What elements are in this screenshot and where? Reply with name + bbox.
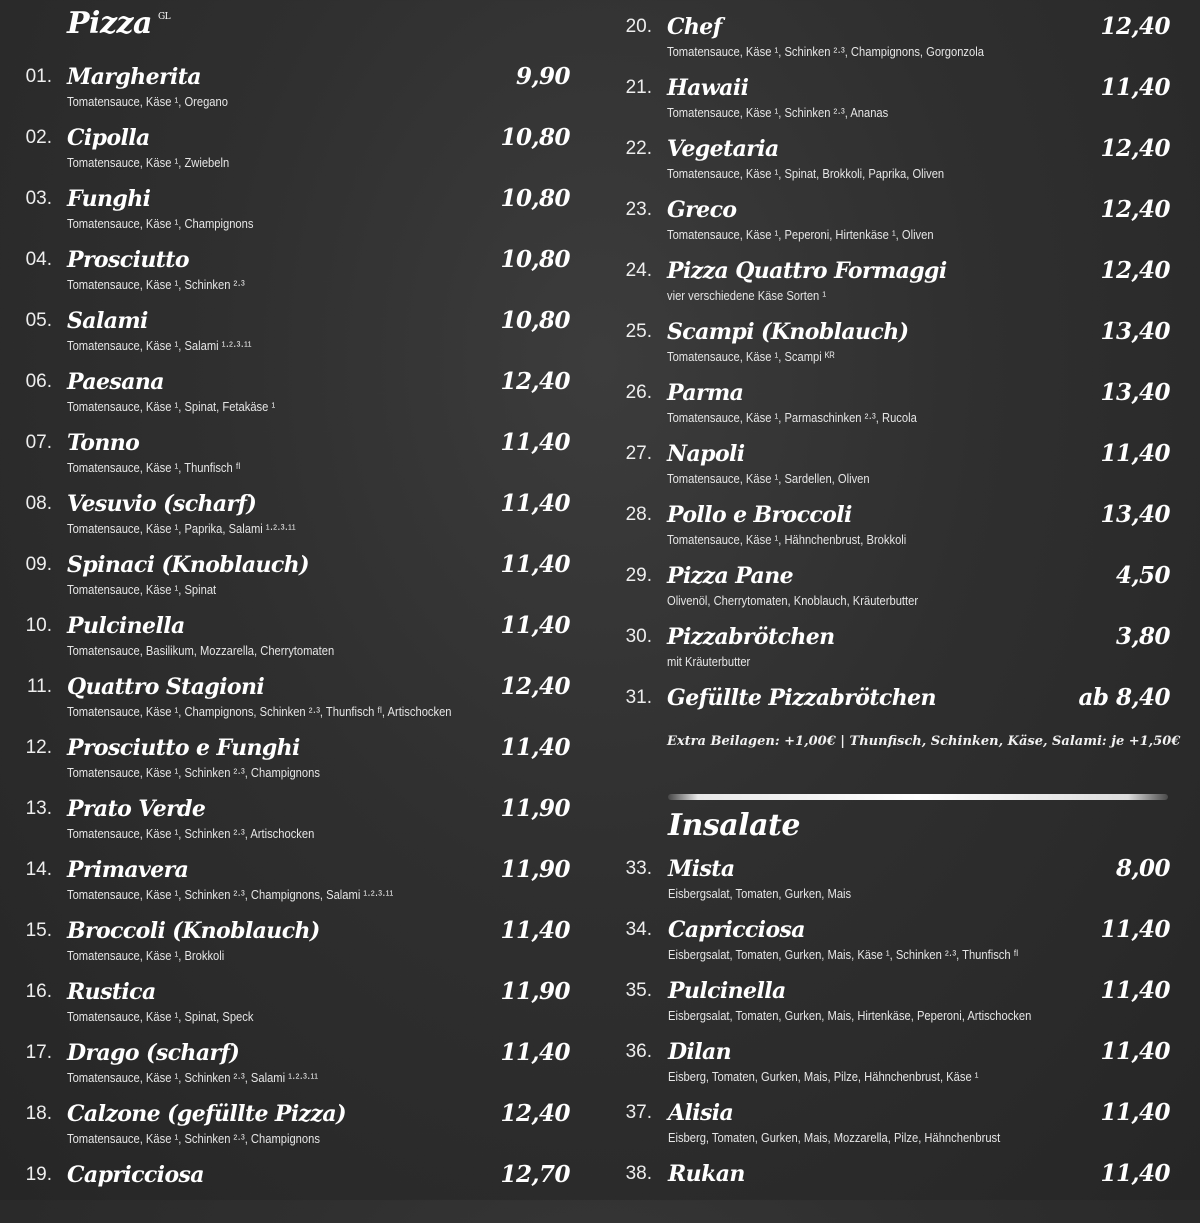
menu-item-name: Pizza Quattro Formaggi bbox=[667, 258, 947, 284]
menu-item-number: 04. bbox=[25, 249, 52, 270]
menu-item-name: Mista bbox=[668, 856, 735, 882]
menu-item-name: Pulcinella bbox=[668, 978, 786, 1004]
menu-item bbox=[600, 624, 1200, 685]
menu-item-name: Calzone (gefüllte Pizza) bbox=[67, 1101, 346, 1127]
menu-item-number: 13. bbox=[25, 798, 52, 819]
menu-item-price: 10,80 bbox=[500, 307, 570, 334]
menu-item-description: Eisbergsalat, Tomaten, Gurken, Mais, Hirtenkäse, Peperoni, Artischocken bbox=[668, 1008, 1032, 1023]
menu-item-number: 35. bbox=[625, 980, 652, 1001]
menu-item-price: 11,40 bbox=[500, 429, 570, 456]
menu-item bbox=[0, 735, 600, 796]
menu-item-price: 11,90 bbox=[500, 795, 570, 822]
menu-item-description: Tomatensauce, Käse ¹, Schinken ²·³, Champignons bbox=[67, 1131, 320, 1146]
menu-item-number: 10. bbox=[25, 615, 52, 636]
menu-item-description: Tomatensauce, Käse ¹, Zwiebeln bbox=[67, 155, 230, 170]
menu-item-name: Rustica bbox=[67, 979, 156, 1005]
menu-item-number: 34. bbox=[625, 919, 652, 940]
menu-item-price: 13,40 bbox=[1100, 318, 1170, 345]
menu-item-price: 8,00 bbox=[1115, 855, 1170, 882]
menu-item bbox=[600, 441, 1200, 502]
menu-item-number: 27. bbox=[625, 443, 652, 464]
menu-item-price: 4,50 bbox=[1115, 562, 1170, 589]
menu-item bbox=[600, 197, 1200, 258]
menu-item-name: Prato Verde bbox=[67, 796, 206, 822]
menu-item-price: 11,40 bbox=[1100, 916, 1170, 943]
menu-item-description: mit Kräuterbutter bbox=[667, 654, 751, 669]
menu-item-number: 01. bbox=[25, 66, 52, 87]
menu-item-number: 31. bbox=[625, 687, 652, 708]
menu-item-description: Tomatensauce, Käse ¹, Salami ¹·²·³·¹¹ bbox=[67, 338, 252, 353]
menu-item bbox=[600, 136, 1200, 197]
menu-item-name: Napoli bbox=[667, 441, 745, 467]
menu-item-price: ab 8,40 bbox=[1078, 684, 1170, 711]
menu-item-price: 11,40 bbox=[1100, 1160, 1170, 1187]
menu-item-number: 25. bbox=[625, 321, 652, 342]
menu-item-name: Prosciutto e Funghi bbox=[67, 735, 300, 761]
menu-item bbox=[0, 857, 600, 918]
menu-item-description: Tomatensauce, Käse ¹, Paprika, Salami ¹·²·³·¹¹ bbox=[67, 521, 296, 536]
menu-item bbox=[600, 14, 1200, 75]
menu-item-description: Tomatensauce, Käse ¹, Schinken ²·³, Champignons, Salami ¹·²·³·¹¹ bbox=[67, 887, 394, 902]
menu-item-price: 12,40 bbox=[1100, 257, 1170, 284]
pizza-title-text: Pizza bbox=[67, 6, 152, 41]
menu-item-description: Eisbergsalat, Tomaten, Gurken, Mais, Käse ¹, Schinken ²·³, Thunfisch ᶠᴵ bbox=[668, 947, 1019, 962]
menu-item-name: Tonno bbox=[67, 430, 140, 456]
menu-item-name: Rukan bbox=[668, 1161, 745, 1187]
menu-item bbox=[0, 613, 600, 674]
menu-item-number: 33. bbox=[625, 858, 652, 879]
menu-item-number: 02. bbox=[25, 127, 52, 148]
menu-item-name: Pizzabrötchen bbox=[667, 624, 835, 650]
menu-item-description: Tomatensauce, Käse ¹, Peperoni, Hirtenkäse ¹, Oliven bbox=[667, 227, 934, 242]
menu-item-number: 16. bbox=[25, 981, 52, 1002]
menu-item bbox=[0, 308, 600, 369]
menu-item-description: Tomatensauce, Käse ¹, Spinat, Brokkoli, Paprika, Oliven bbox=[667, 166, 945, 181]
menu-item-number: 15. bbox=[25, 920, 52, 941]
menu-item-description: Tomatensauce, Käse ¹, Champignons bbox=[67, 216, 254, 231]
menu-item-number: 29. bbox=[625, 565, 652, 586]
menu-item-price: 12,40 bbox=[1100, 196, 1170, 223]
menu-item bbox=[600, 1039, 1200, 1100]
menu-item bbox=[0, 552, 600, 613]
menu-item-number: 08. bbox=[25, 493, 52, 514]
menu-item-number: 23. bbox=[625, 199, 652, 220]
menu-item-name: Scampi (Knoblauch) bbox=[667, 319, 909, 345]
menu-item bbox=[0, 979, 600, 1040]
menu-item-name: Funghi bbox=[67, 186, 151, 212]
menu-item bbox=[0, 1040, 600, 1101]
menu-item-price: 12,40 bbox=[500, 673, 570, 700]
menu-item bbox=[0, 491, 600, 552]
menu-item-number: 05. bbox=[25, 310, 52, 331]
menu-item-price: 12,40 bbox=[1100, 135, 1170, 162]
menu-item bbox=[600, 563, 1200, 624]
menu-item-name: Cipolla bbox=[67, 125, 150, 151]
menu-item-name: Broccoli (Knoblauch) bbox=[67, 918, 320, 944]
extra-toppings-note: Extra Beilagen: +1,00€ | Thunfisch, Schinken, Käse, Salami: je +1,50€ bbox=[667, 734, 1181, 749]
menu-item-description: Eisberg, Tomaten, Gurken, Mais, Pilze, Hähnchenbrust, Käse ¹ bbox=[668, 1069, 979, 1084]
menu-item-price: 12,70 bbox=[500, 1161, 570, 1188]
menu-item-description: vier verschiedene Käse Sorten ¹ bbox=[667, 288, 827, 303]
menu-item-description: Tomatensauce, Käse ¹, Spinat bbox=[67, 582, 217, 597]
menu-item-number: 14. bbox=[25, 859, 52, 880]
menu-item-number: 12. bbox=[25, 737, 52, 758]
menu-item-name: Paesana bbox=[67, 369, 164, 395]
menu-item-number: 36. bbox=[625, 1041, 652, 1062]
menu-item bbox=[0, 1162, 600, 1223]
menu-item bbox=[600, 856, 1200, 917]
menu-item-price: 10,80 bbox=[500, 246, 570, 273]
menu-item bbox=[600, 1161, 1200, 1222]
insalate-section-title: Insalate bbox=[668, 808, 800, 843]
menu-item-number: 28. bbox=[625, 504, 652, 525]
menu-item-number: 09. bbox=[25, 554, 52, 575]
menu-item bbox=[600, 319, 1200, 380]
menu-item bbox=[600, 917, 1200, 978]
menu-item-name: Vesuvio (scharf) bbox=[67, 491, 257, 517]
section-divider bbox=[668, 794, 1168, 800]
menu-item-description: Tomatensauce, Käse ¹, Sardellen, Oliven bbox=[667, 471, 870, 486]
menu-item-name: Dilan bbox=[668, 1039, 732, 1065]
menu-item-price: 12,40 bbox=[1100, 13, 1170, 40]
menu-item-description: Eisberg, Tomaten, Gurken, Mais, Mozzarella, Pilze, Hähnchenbrust bbox=[668, 1130, 1001, 1145]
menu-item-description: Tomatensauce, Käse ¹, Schinken ²·³, Champignons bbox=[67, 765, 320, 780]
menu-item-price: 11,90 bbox=[500, 856, 570, 883]
menu-item-price: 11,40 bbox=[500, 734, 570, 761]
menu-item bbox=[0, 1101, 600, 1162]
menu-item-description: Tomatensauce, Käse ¹, Schinken ²·³ bbox=[67, 277, 245, 292]
menu-item bbox=[0, 674, 600, 735]
menu-item-price: 11,40 bbox=[500, 490, 570, 517]
menu-item bbox=[0, 64, 600, 125]
menu-item-number: 07. bbox=[25, 432, 52, 453]
menu-item-description: Tomatensauce, Käse ¹, Oregano bbox=[67, 94, 228, 109]
menu-item bbox=[600, 258, 1200, 319]
menu-item-number: 18. bbox=[25, 1103, 52, 1124]
menu-item-name: Pulcinella bbox=[67, 613, 185, 639]
menu-item-number: 22. bbox=[625, 138, 652, 159]
menu-item bbox=[0, 918, 600, 979]
menu-item-price: 12,40 bbox=[500, 1100, 570, 1127]
menu-item-price: 11,40 bbox=[1100, 977, 1170, 1004]
menu-item-name: Salami bbox=[67, 308, 148, 334]
menu-item-price: 11,40 bbox=[1100, 1099, 1170, 1126]
menu-item-number: 19. bbox=[25, 1164, 52, 1185]
menu-item-price: 9,90 bbox=[515, 63, 570, 90]
menu-item-description: Tomatensauce, Käse ¹, Scampi ᴷᴿ bbox=[667, 349, 835, 364]
menu-item-price: 10,80 bbox=[500, 185, 570, 212]
menu-item bbox=[600, 978, 1200, 1039]
pizza-title-allergen-mark: GL bbox=[157, 12, 171, 22]
menu-item-price: 11,40 bbox=[500, 551, 570, 578]
menu-item-name: Hawaii bbox=[667, 75, 749, 101]
menu-item-number: 17. bbox=[25, 1042, 52, 1063]
menu-item-description: Tomatensauce, Käse ¹, Hähnchenbrust, Brokkoli bbox=[667, 532, 907, 547]
menu-item-description: Eisbergsalat, Tomaten, Gurken, Mais bbox=[668, 886, 852, 901]
menu-item-description: Tomatensauce, Käse ¹, Schinken ²·³, Ananas bbox=[667, 105, 889, 120]
menu-item-price: 10,80 bbox=[500, 124, 570, 151]
menu-item-price: 11,40 bbox=[500, 1039, 570, 1066]
menu-item-name: Greco bbox=[667, 197, 737, 223]
menu-item-name: Gefüllte Pizzabrötchen bbox=[667, 685, 936, 711]
menu-item-number: 21. bbox=[625, 77, 652, 98]
menu-item-description: Tomatensauce, Käse ¹, Thunfisch ᶠᴵ bbox=[67, 460, 241, 475]
menu-item bbox=[0, 796, 600, 857]
menu-item-description: Tomatensauce, Käse ¹, Schinken ²·³, Champignons, Gorgonzola bbox=[667, 44, 984, 59]
menu-item-name: Capricciosa bbox=[668, 917, 805, 943]
menu-item-description: Tomatensauce, Käse ¹, Spinat, Fetakäse ¹ bbox=[67, 399, 276, 414]
menu-item bbox=[600, 75, 1200, 136]
menu-item-description: Tomatensauce, Käse ¹, Brokkoli bbox=[67, 948, 225, 963]
menu-item bbox=[0, 247, 600, 308]
menu-item-price: 11,40 bbox=[500, 612, 570, 639]
menu-item-name: Quattro Stagioni bbox=[67, 674, 265, 700]
menu-item-name: Spinaci (Knoblauch) bbox=[67, 552, 309, 578]
menu-item-price: 3,80 bbox=[1115, 623, 1170, 650]
menu-item-price: 11,40 bbox=[500, 917, 570, 944]
menu-item-name: Prosciutto bbox=[67, 247, 189, 273]
menu-item-number: 26. bbox=[625, 382, 652, 403]
menu-item-description: Tomatensauce, Käse ¹, Parmaschinken ²·³, Rucola bbox=[667, 410, 917, 425]
menu-item-number: 38. bbox=[625, 1163, 652, 1184]
menu-item-description: Tomatensauce, Basilikum, Mozzarella, Cherrytomaten bbox=[67, 643, 335, 658]
pizza-section-title bbox=[67, 6, 170, 41]
menu-item-description: Tomatensauce, Käse ¹, Schinken ²·³, Artischocken bbox=[67, 826, 315, 841]
menu-item-number: 06. bbox=[25, 371, 52, 392]
menu-item-price: 11,40 bbox=[1100, 440, 1170, 467]
menu-item bbox=[600, 380, 1200, 441]
menu-item-name: Pollo e Broccoli bbox=[667, 502, 852, 528]
menu-item-price: 13,40 bbox=[1100, 501, 1170, 528]
menu-item-number: 37. bbox=[625, 1102, 652, 1123]
menu-item-number: 03. bbox=[25, 188, 52, 209]
menu-item-price: 11,90 bbox=[500, 978, 570, 1005]
menu-item-price: 11,40 bbox=[1100, 74, 1170, 101]
menu-item-number: 20. bbox=[625, 16, 652, 37]
menu-item-description: Olivenöl, Cherrytomaten, Knoblauch, Kräuterbutter bbox=[667, 593, 919, 608]
menu-item bbox=[0, 186, 600, 247]
menu-item-price: 13,40 bbox=[1100, 379, 1170, 406]
menu-item-name: Pizza Pane bbox=[667, 563, 794, 589]
menu-item-name: Primavera bbox=[67, 857, 189, 883]
menu-item-description: Tomatensauce, Käse ¹, Spinat, Speck bbox=[67, 1009, 254, 1024]
menu-item-number: 11. bbox=[26, 676, 52, 697]
menu-item bbox=[0, 125, 600, 186]
menu-item-name: Margherita bbox=[67, 64, 201, 90]
menu-item-price: 11,40 bbox=[1100, 1038, 1170, 1065]
menu-item-price: 12,40 bbox=[500, 368, 570, 395]
menu-item-name: Chef bbox=[667, 14, 722, 40]
menu-item-name: Parma bbox=[667, 380, 744, 406]
menu-item-name: Drago (scharf) bbox=[67, 1040, 240, 1066]
menu-item bbox=[600, 502, 1200, 563]
menu-item bbox=[0, 369, 600, 430]
menu-item-description: Tomatensauce, Käse ¹, Schinken ²·³, Salami ¹·²·³·¹¹ bbox=[67, 1070, 318, 1085]
menu-item-number: 30. bbox=[625, 626, 652, 647]
menu-item-description: Tomatensauce, Käse ¹, Champignons, Schinken ²·³, Thunfisch ᶠᴵ, Artischocken bbox=[67, 704, 452, 719]
menu-item-name: Vegetaria bbox=[667, 136, 779, 162]
menu-item-number: 24. bbox=[625, 260, 652, 281]
menu-item bbox=[600, 1100, 1200, 1161]
menu-item bbox=[0, 430, 600, 491]
menu-item-name: Capricciosa bbox=[67, 1162, 204, 1188]
menu-item-name: Alisia bbox=[668, 1100, 734, 1126]
